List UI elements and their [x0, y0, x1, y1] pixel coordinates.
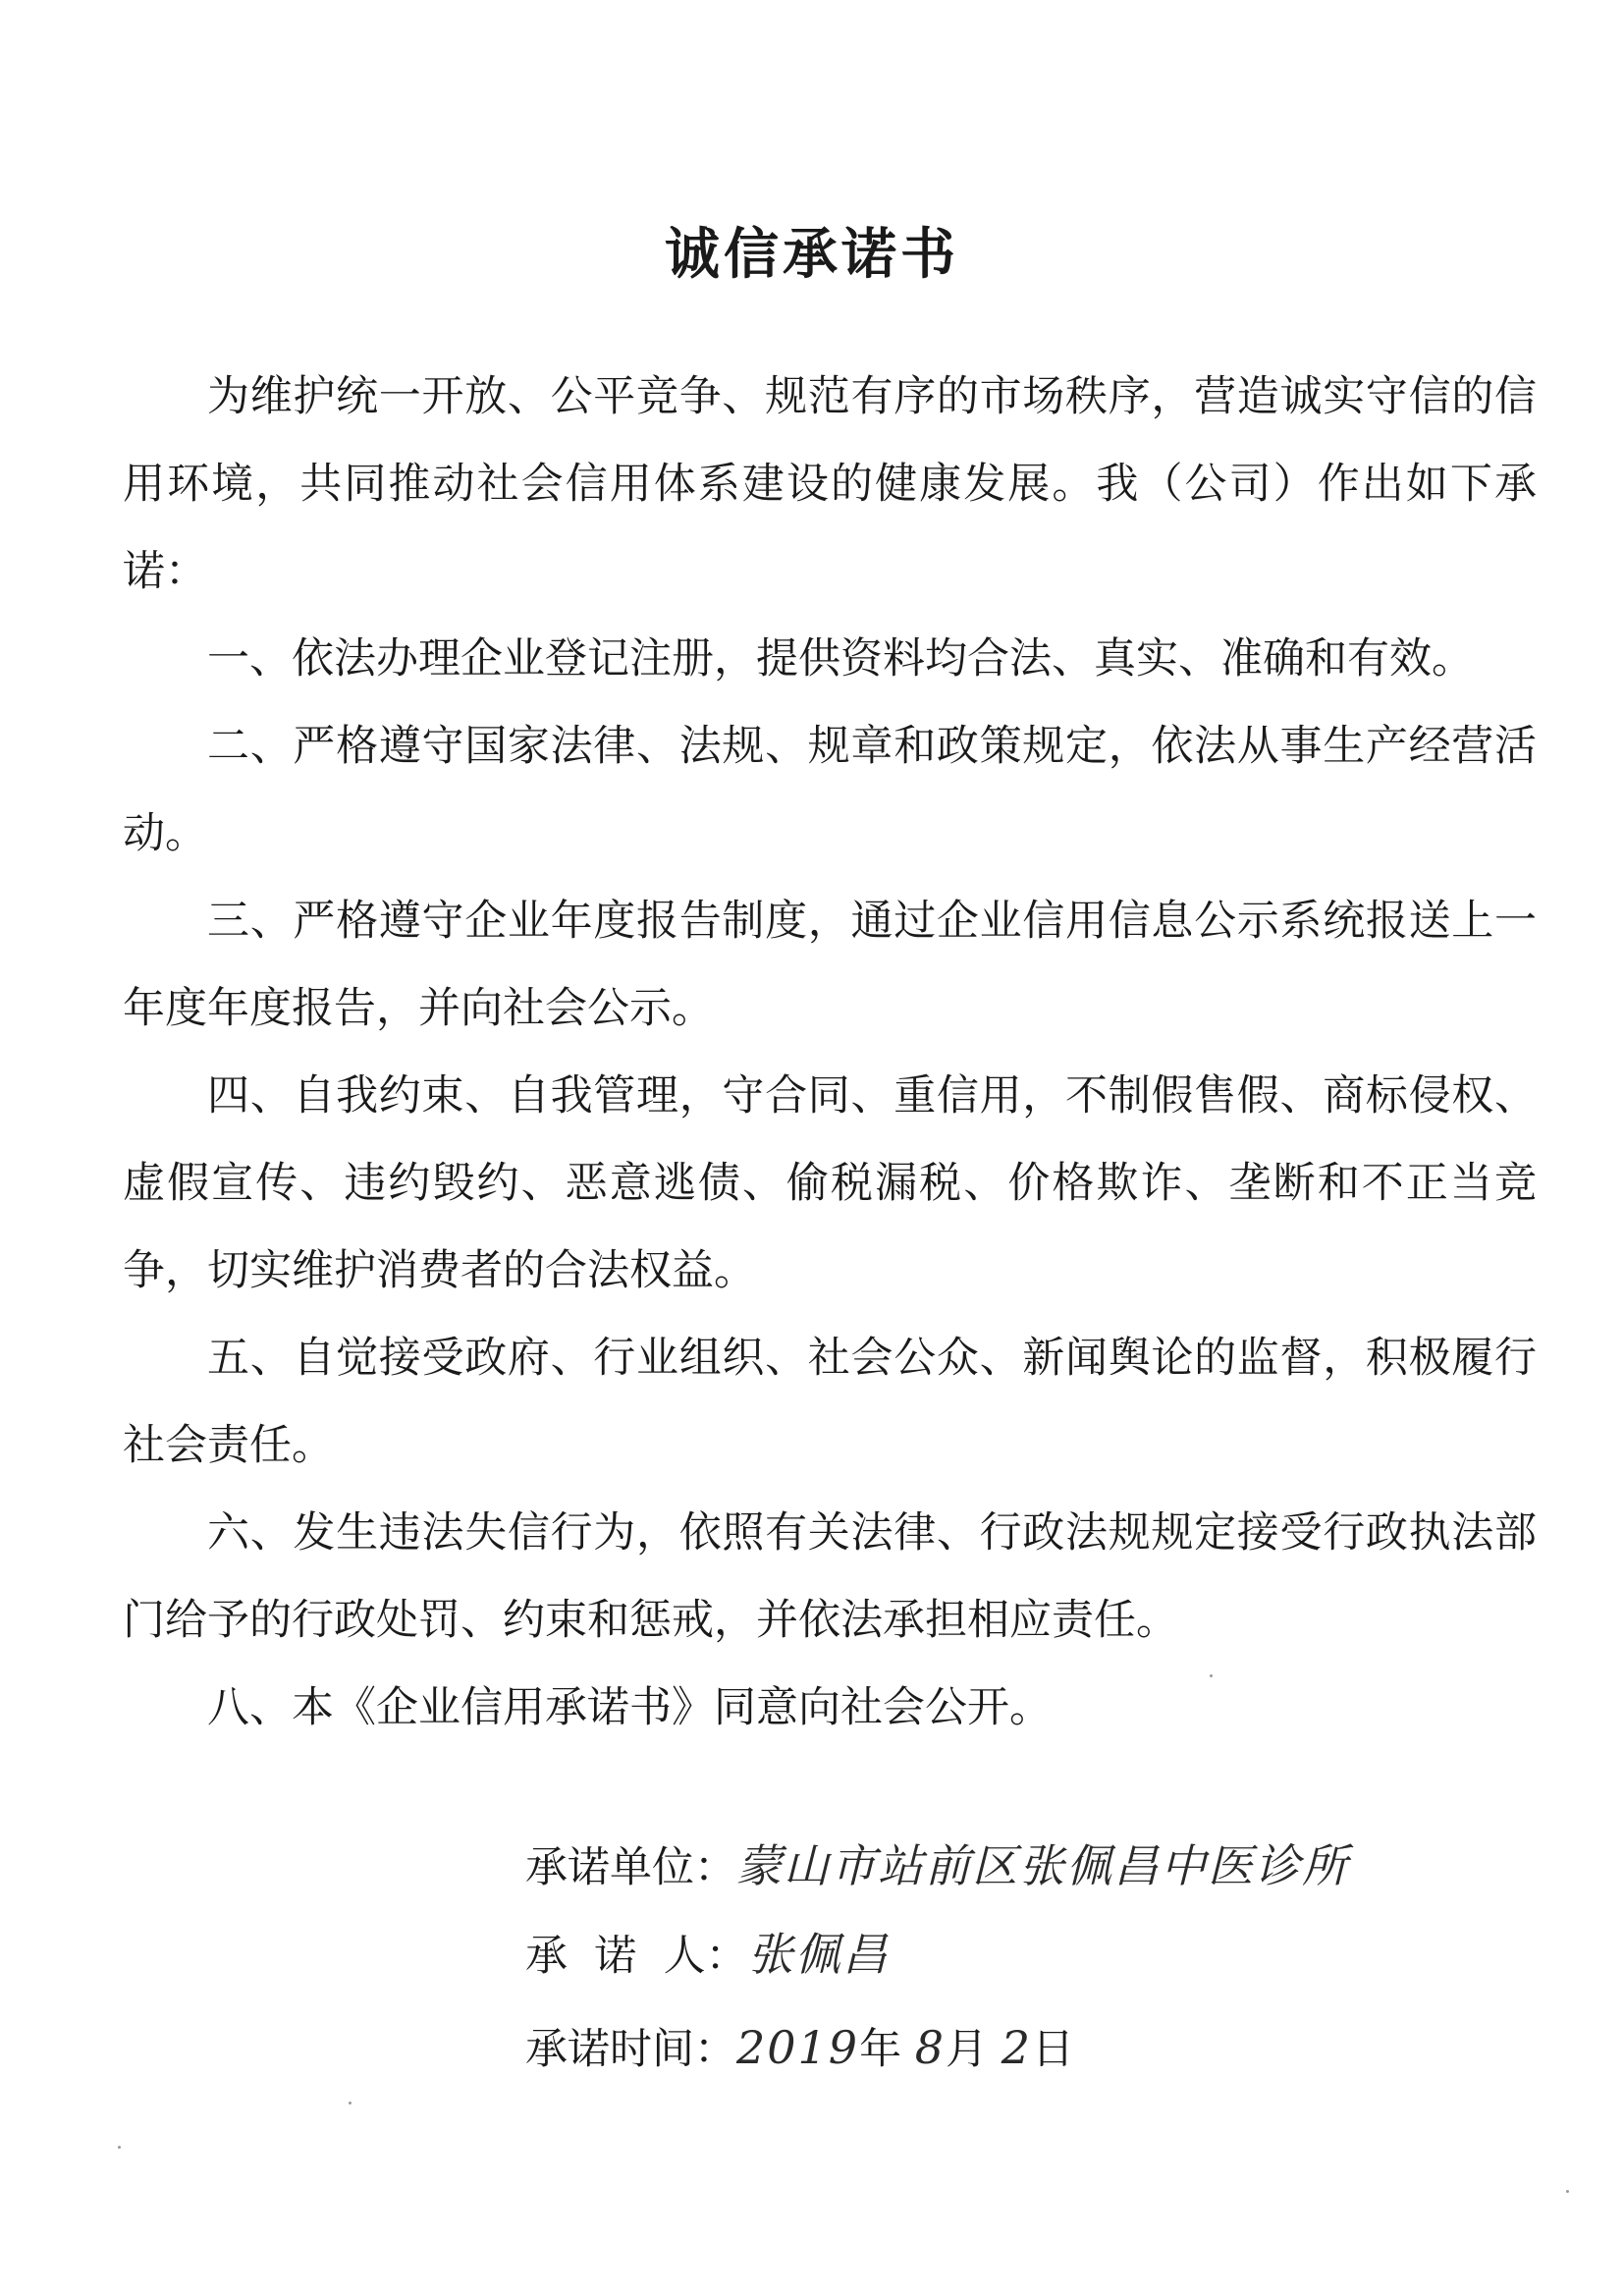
scan-speck: [349, 2102, 352, 2105]
commitment-item-8: 八、本《企业信用承诺书》同意向社会公开。: [207, 1683, 1052, 1732]
signature-date-year-unit: 年: [859, 2025, 902, 2074]
signature-date-year: 2019: [736, 2021, 860, 2074]
signature-unit-row: [525, 1836, 1349, 1897]
commitment-item-1: 一、依法办理企业登记注册，提供资料均合法、真实、准确和有效。: [207, 634, 1474, 683]
scan-speck: [1566, 2190, 1569, 2193]
signature-date-month-unit: 月: [946, 2025, 989, 2074]
commitment-item-3: 三、严格遵守企业年度报告制度，通过企业信用信息公示系统报送上一年度年度报告，并向社会公示。: [123, 897, 1537, 1033]
signature-date-month: 8: [914, 2021, 947, 2074]
signature-person-handwriting: 张佩昌: [747, 1928, 890, 1981]
signature-person-row: [525, 1925, 890, 1986]
scan-speck: [1210, 1674, 1213, 1677]
signature-person-label: 承 诺 人：: [525, 1932, 748, 1981]
signature-date-day-unit: 日: [1031, 2025, 1074, 2074]
signature-unit-label: 承诺单位：: [525, 1843, 736, 1892]
signature-date-day: 2: [1001, 2021, 1032, 2074]
signature-date-label: 承诺时间：: [525, 2025, 736, 2074]
signature-date-row: [525, 2018, 1074, 2079]
document-title: 诚信承诺书: [665, 223, 959, 287]
commitment-item-5: 五、自觉接受政府、行业组织、社会公众、新闻舆论的监督，积极履行社会责任。: [123, 1334, 1537, 1470]
scan-speck: [118, 2146, 121, 2149]
commitment-item-6: 六、发生违法失信行为，依照有关法律、行政法规规定接受行政执法部门给予的行政处罚、约束和惩戒，并依法承担相应责任。: [123, 1508, 1537, 1645]
commitment-item-2: 二、严格遵守国家法律、法规、规章和政策规定，依法从事生产经营活动。: [123, 722, 1537, 858]
commitment-item-4: 四、自我约束、自我管理，守合同、重信用，不制假售假、商标侵权、虚假宣传、违约毁约、恶意逃债、偷税漏税、价格欺诈、垄断和不正当竞争，切实维护消费者的合法权益。: [123, 1071, 1537, 1295]
document-body: [123, 354, 1537, 1752]
signature-unit-handwriting: 蒙山市站前区张佩昌中医诊所: [736, 1839, 1349, 1892]
intro-paragraph: 为维护统一开放、公平竞争、规范有序的市场秩序，营造诚实守信的信用环境，共同推动社会信用体系建设的健康发展。我（公司）作出如下承诺：: [123, 372, 1537, 596]
